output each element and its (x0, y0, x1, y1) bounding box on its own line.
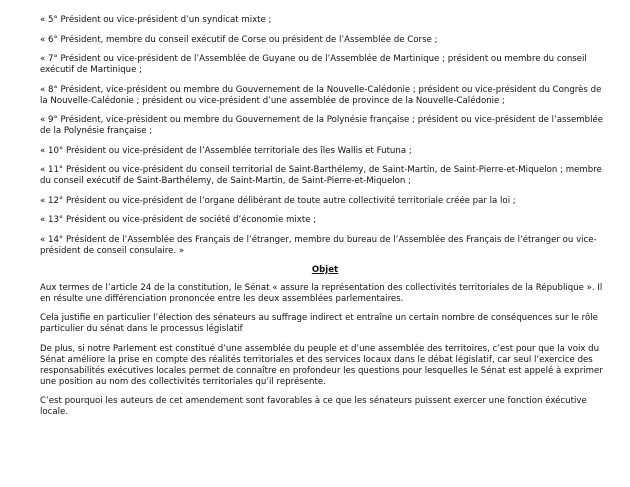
article-item-13: « 13° Président ou vice-président de société d’économie mixte ; (40, 215, 317, 225)
objet-paragraph: Aux termes de l’article 24 de la constitution, le Sénat « assure la représentation des collectivités territoriales de la République ». Il en résulte une différenciation prononcée entre les deux assemblées parlementaires. (40, 282, 603, 304)
article-item-10: « 10° Président ou vice-président de l’Assemblée territoriale des îles Wallis et Futuna ; (40, 145, 412, 156)
article-item-14: « 14° Président de l’Assemblée des Français de l’étranger, membre du bureau de l’Assemblée des Français de l’étranger ou vice-président de conseil consulaire. » (40, 234, 597, 256)
article-item-7: « 7° Président ou vice-président de l’Assemblée de Guyane ou de l’Assemblée de Martinique ; président ou membre du conseil exécutif de Martinique ; (40, 54, 587, 75)
article-item-5: « 5° Président ou vice-président d’un syndicat mixte ; (40, 15, 272, 25)
objet-heading: Objet (311, 264, 339, 275)
article-item-11: « 11° Président ou vice-président du conseil territorial de Saint-Barthélemy, de Saint-Martin, de Saint-Pierre-et-Miquelon ; membre du conseil exécutif de Saint-Barthélemy, de Saint-Martin, de Saint-Pierre-et-Miquelon ; (40, 165, 602, 186)
article-item-12: « 12° Président ou vice-président de l’organe délibérant de toute autre collectivité territoriale créée par la loi ; (40, 195, 516, 206)
article-item-6: « 6° Président, membre du conseil exécutif de Corse ou président de l’Assemblée de Corse ; (40, 34, 438, 45)
article-item-8: « 8° Président, vice-président ou membre du Gouvernement de la Nouvelle-Calédonie ; président ou vice-président du Congrès de la Nouvelle-Calédonie ; président ou vice-président d’une assemblée de province de la Nouvelle-Calédonie ; (40, 84, 602, 106)
document-page (40, 15, 610, 427)
objet-paragraph: C’est pourquoi les auteurs de cet amendement sont favorables à ce que les sénateurs puissent exercer une fonction éxécutive locale. (40, 396, 587, 417)
article-item-9: « 9° Président, vice-président ou membre du Gouvernement de la Polynésie française ; président ou vice-président de l’assemblée de la Polynésie française ; (40, 115, 604, 136)
objet-paragraph: Cela justifie en particulier l’élection des sénateurs au suffrage indirect et entraîne un certain nombre de conséquences sur le rôle particulier du sénat dans le processus législatif (40, 313, 598, 334)
objet-paragraph: De plus, si notre Parlement est constitué d’une assemblée du peuple et d’une assemblée des territoires, c’est pour que la voix du Sénat améliore la prise en compte des réalités territoriales et des services locaux dans le débat législatif, car seul l’exercice des responsabilités exécutives locales permet de connaître en profondeur les questions pour lesquelles le Sénat est appelé à exprimer une position au nom des collectivités territoriales qu’il représente. (40, 343, 603, 387)
